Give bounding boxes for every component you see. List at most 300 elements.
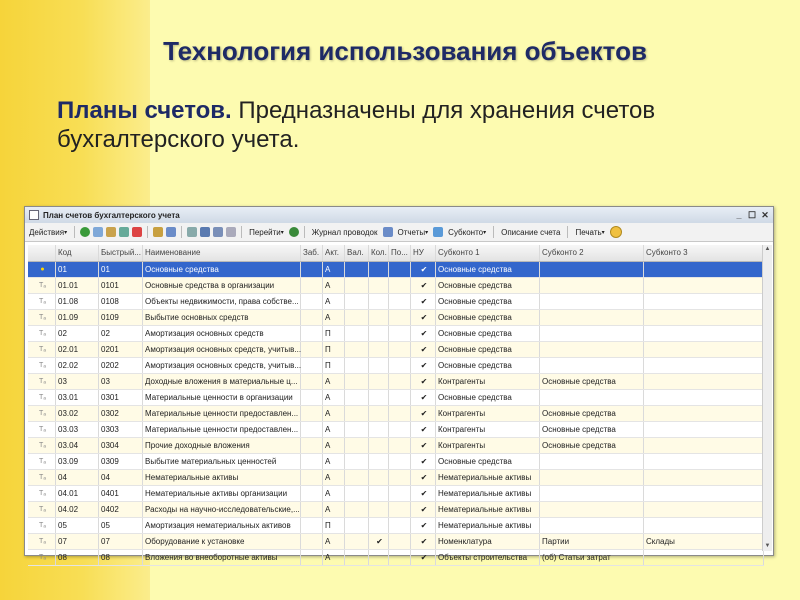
subconto2-cell bbox=[540, 358, 644, 373]
po-cell bbox=[389, 534, 411, 549]
kol-cell bbox=[369, 502, 389, 517]
code-cell: 01 bbox=[56, 262, 99, 277]
po-cell bbox=[389, 278, 411, 293]
subconto3-cell bbox=[644, 278, 764, 293]
val-cell bbox=[345, 310, 369, 325]
subconto3-cell bbox=[644, 310, 764, 325]
quick-cell: 0402 bbox=[99, 502, 143, 517]
subconto2-cell: Основные средства bbox=[540, 438, 644, 453]
reports-icon bbox=[383, 227, 393, 237]
edit-icon[interactable] bbox=[119, 227, 129, 237]
row-icon: Tₐ bbox=[28, 470, 56, 485]
name-cell: Материальные ценности в организации bbox=[143, 390, 301, 405]
po-cell bbox=[389, 502, 411, 517]
row-icon: Tₐ bbox=[28, 294, 56, 309]
act-cell: А bbox=[323, 534, 345, 549]
quick-cell: 0303 bbox=[99, 422, 143, 437]
toolbar-separator bbox=[74, 226, 75, 238]
subconto1-cell: Контрагенты bbox=[436, 438, 540, 453]
subconto3-cell: Склады bbox=[644, 534, 764, 549]
subconto1-cell: Объекты строительства bbox=[436, 550, 540, 565]
column-header-code[interactable]: Код bbox=[56, 245, 99, 261]
val-cell bbox=[345, 342, 369, 357]
subconto1-cell: Нематериальные активы bbox=[436, 518, 540, 533]
subconto2-cell bbox=[540, 310, 644, 325]
nu-cell: ✔ bbox=[411, 534, 436, 549]
accounts-table bbox=[28, 245, 764, 566]
close-icon[interactable]: ✕ bbox=[761, 210, 769, 220]
subconto2-cell bbox=[540, 454, 644, 469]
refresh-icon[interactable] bbox=[289, 227, 299, 237]
po-cell bbox=[389, 438, 411, 453]
zab-cell bbox=[301, 438, 323, 453]
subconto1-cell: Основные средства bbox=[436, 326, 540, 341]
subconto3-cell bbox=[644, 262, 764, 277]
po-cell bbox=[389, 310, 411, 325]
row-icon: Tₐ bbox=[28, 390, 56, 405]
add-group-icon[interactable] bbox=[106, 227, 116, 237]
actions-menu[interactable]: Действия ▾ bbox=[27, 225, 69, 239]
row-icon: Tₐ bbox=[28, 358, 56, 373]
subconto3-cell bbox=[644, 454, 764, 469]
column-header-subconto1[interactable]: Субконто 1 bbox=[436, 245, 540, 261]
zab-cell bbox=[301, 406, 323, 421]
table-row[interactable] bbox=[28, 486, 764, 502]
table-row[interactable] bbox=[28, 550, 764, 566]
row-icon: Tₐ bbox=[28, 374, 56, 389]
act-cell: А bbox=[323, 262, 345, 277]
row-icon: Tₐ bbox=[28, 486, 56, 501]
quick-cell: 03 bbox=[99, 374, 143, 389]
kol-cell bbox=[369, 262, 389, 277]
zab-cell bbox=[301, 518, 323, 533]
subconto2-cell bbox=[540, 278, 644, 293]
act-cell: А bbox=[323, 486, 345, 501]
hierarchy-icon[interactable] bbox=[166, 227, 176, 237]
zab-cell bbox=[301, 550, 323, 565]
slide-subtitle bbox=[57, 96, 757, 154]
subconto2-cell: Основные средства bbox=[540, 374, 644, 389]
kol-cell bbox=[369, 294, 389, 309]
zab-cell bbox=[301, 310, 323, 325]
subconto1-cell: Контрагенты bbox=[436, 374, 540, 389]
po-cell bbox=[389, 550, 411, 565]
subconto1-cell: Основные средства bbox=[436, 454, 540, 469]
name-cell: Выбытие основных средств bbox=[143, 310, 301, 325]
zab-cell bbox=[301, 342, 323, 357]
table-row[interactable] bbox=[28, 262, 764, 278]
name-cell: Оборудование к установке bbox=[143, 534, 301, 549]
subconto1-cell: Номенклатура bbox=[436, 534, 540, 549]
column-header-name[interactable]: Наименование bbox=[143, 245, 301, 261]
column-header-quick[interactable]: Быстрый... bbox=[99, 245, 143, 261]
po-cell bbox=[389, 422, 411, 437]
act-cell: А bbox=[323, 374, 345, 389]
table-row[interactable] bbox=[28, 358, 764, 374]
kol-cell bbox=[369, 438, 389, 453]
table-row[interactable] bbox=[28, 326, 764, 342]
quick-cell: 01 bbox=[99, 262, 143, 277]
row-icon: Tₐ bbox=[28, 550, 56, 565]
kol-cell bbox=[369, 342, 389, 357]
code-cell: 03.03 bbox=[56, 422, 99, 437]
chart-of-accounts-window bbox=[24, 206, 774, 562]
subconto1-cell: Контрагенты bbox=[436, 422, 540, 437]
toolbar-separator bbox=[567, 226, 568, 238]
clear-filter-icon[interactable] bbox=[226, 227, 236, 237]
po-cell bbox=[389, 294, 411, 309]
row-icon: Tₐ bbox=[28, 422, 56, 437]
slide-title: Технология использования объектов bbox=[163, 36, 647, 66]
table-header bbox=[28, 245, 764, 262]
table-row[interactable] bbox=[28, 502, 764, 518]
subconto1-cell: Основные средства bbox=[436, 278, 540, 293]
val-cell bbox=[345, 294, 369, 309]
nu-cell: ✔ bbox=[411, 342, 436, 357]
table-row[interactable] bbox=[28, 406, 764, 422]
quick-cell: 0201 bbox=[99, 342, 143, 357]
column-header-po[interactable]: По... bbox=[389, 245, 411, 261]
table-row[interactable] bbox=[28, 310, 764, 326]
subconto1-cell: Основные средства bbox=[436, 342, 540, 357]
subconto3-cell bbox=[644, 438, 764, 453]
row-icon: Tₐ bbox=[28, 518, 56, 533]
delete-icon[interactable] bbox=[132, 227, 142, 237]
act-cell: А bbox=[323, 422, 345, 437]
kol-cell bbox=[369, 278, 389, 293]
zab-cell bbox=[301, 502, 323, 517]
act-cell: А bbox=[323, 406, 345, 421]
val-cell bbox=[345, 390, 369, 405]
kol-cell bbox=[369, 518, 389, 533]
journal-button[interactable]: Журнал проводок bbox=[311, 227, 378, 237]
code-cell: 03.09 bbox=[56, 454, 99, 469]
subconto1-cell: Контрагенты bbox=[436, 406, 540, 421]
kol-cell bbox=[369, 470, 389, 485]
po-cell bbox=[389, 486, 411, 501]
quick-cell: 0309 bbox=[99, 454, 143, 469]
column-header-icon[interactable] bbox=[28, 245, 56, 261]
column-header-subconto3[interactable]: Субконто 3 bbox=[644, 245, 764, 261]
name-cell: Нематериальные активы организации bbox=[143, 486, 301, 501]
nu-cell: ✔ bbox=[411, 454, 436, 469]
subconto2-cell bbox=[540, 342, 644, 357]
val-cell bbox=[345, 502, 369, 517]
column-header-zab[interactable]: Заб. bbox=[301, 245, 323, 261]
subconto2-cell bbox=[540, 518, 644, 533]
maximize-icon[interactable]: ☐ bbox=[747, 210, 757, 220]
act-cell: А bbox=[323, 294, 345, 309]
column-header-act[interactable]: Акт. bbox=[323, 245, 345, 261]
nu-cell: ✔ bbox=[411, 422, 436, 437]
filter-icon[interactable] bbox=[200, 227, 210, 237]
zab-cell bbox=[301, 534, 323, 549]
toolbar-separator bbox=[304, 226, 305, 238]
po-cell bbox=[389, 358, 411, 373]
column-header-subconto2[interactable]: Субконто 2 bbox=[540, 245, 644, 261]
nu-cell: ✔ bbox=[411, 278, 436, 293]
subconto2-cell bbox=[540, 502, 644, 517]
subconto3-cell bbox=[644, 470, 764, 485]
quick-cell: 0302 bbox=[99, 406, 143, 421]
code-cell: 07 bbox=[56, 534, 99, 549]
table-row[interactable] bbox=[28, 390, 764, 406]
kol-cell: ✔ bbox=[369, 534, 389, 549]
val-cell bbox=[345, 534, 369, 549]
subconto3-cell bbox=[644, 486, 764, 501]
act-cell: А bbox=[323, 390, 345, 405]
act-cell: А bbox=[323, 550, 345, 565]
help-icon[interactable] bbox=[610, 226, 622, 238]
po-cell bbox=[389, 470, 411, 485]
val-cell bbox=[345, 550, 369, 565]
subconto3-cell bbox=[644, 390, 764, 405]
nu-cell: ✔ bbox=[411, 406, 436, 421]
subconto2-cell: Основные средства bbox=[540, 406, 644, 421]
kol-cell bbox=[369, 486, 389, 501]
quick-cell: 0202 bbox=[99, 358, 143, 373]
quick-cell: 0401 bbox=[99, 486, 143, 501]
act-cell: П bbox=[323, 518, 345, 533]
name-cell: Основные средства в организации bbox=[143, 278, 301, 293]
subconto3-cell bbox=[644, 518, 764, 533]
zab-cell bbox=[301, 294, 323, 309]
subconto2-cell bbox=[540, 486, 644, 501]
row-icon: Tₐ bbox=[28, 310, 56, 325]
kol-cell bbox=[369, 406, 389, 421]
quick-cell: 0301 bbox=[99, 390, 143, 405]
subconto1-cell: Нематериальные активы bbox=[436, 486, 540, 501]
val-cell bbox=[345, 374, 369, 389]
name-cell: Выбытие материальных ценностей bbox=[143, 454, 301, 469]
quick-cell: 0304 bbox=[99, 438, 143, 453]
code-cell: 02 bbox=[56, 326, 99, 341]
code-cell: 02.02 bbox=[56, 358, 99, 373]
subconto1-cell: Нематериальные активы bbox=[436, 470, 540, 485]
code-cell: 05 bbox=[56, 518, 99, 533]
name-cell: Амортизация основных средств, учитыв... bbox=[143, 358, 301, 373]
act-cell: А bbox=[323, 310, 345, 325]
subconto3-cell bbox=[644, 502, 764, 517]
act-cell: А bbox=[323, 438, 345, 453]
vertical-scrollbar[interactable] bbox=[762, 245, 772, 551]
po-cell bbox=[389, 518, 411, 533]
kol-cell bbox=[369, 422, 389, 437]
subconto2-cell: Партии bbox=[540, 534, 644, 549]
window-icon bbox=[29, 210, 39, 220]
quick-cell: 0109 bbox=[99, 310, 143, 325]
nu-cell: ✔ bbox=[411, 262, 436, 277]
column-header-kol[interactable]: Кол. bbox=[369, 245, 389, 261]
po-cell bbox=[389, 406, 411, 421]
zab-cell bbox=[301, 422, 323, 437]
subtitle-term: Планы счетов. bbox=[57, 97, 232, 124]
subconto3-cell bbox=[644, 550, 764, 565]
table-row[interactable] bbox=[28, 454, 764, 470]
table-row[interactable] bbox=[28, 534, 764, 550]
code-cell: 03.04 bbox=[56, 438, 99, 453]
reports-menu[interactable]: Отчеты ▾ bbox=[396, 225, 431, 239]
row-icon: Tₐ bbox=[28, 438, 56, 453]
code-cell: 03.01 bbox=[56, 390, 99, 405]
subconto3-cell bbox=[644, 342, 764, 357]
window-titlebar bbox=[25, 207, 773, 223]
subconto1-cell: Основные средства bbox=[436, 310, 540, 325]
name-cell: Амортизация нематериальных активов bbox=[143, 518, 301, 533]
row-icon: ● bbox=[28, 262, 56, 277]
subconto-icon bbox=[433, 227, 443, 237]
val-cell bbox=[345, 454, 369, 469]
po-cell bbox=[389, 454, 411, 469]
code-cell: 01.09 bbox=[56, 310, 99, 325]
scroll-up-icon[interactable]: ▲ bbox=[764, 246, 771, 252]
table-row[interactable] bbox=[28, 438, 764, 454]
act-cell: П bbox=[323, 342, 345, 357]
code-cell: 04.02 bbox=[56, 502, 99, 517]
zab-cell bbox=[301, 390, 323, 405]
subconto1-cell: Нематериальные активы bbox=[436, 502, 540, 517]
filter-value-icon[interactable] bbox=[213, 227, 223, 237]
val-cell bbox=[345, 358, 369, 373]
code-cell: 08 bbox=[56, 550, 99, 565]
table-row[interactable] bbox=[28, 278, 764, 294]
act-cell: А bbox=[323, 454, 345, 469]
name-cell: Доходные вложения в материальные ц... bbox=[143, 374, 301, 389]
nu-cell: ✔ bbox=[411, 294, 436, 309]
act-cell: А bbox=[323, 470, 345, 485]
name-cell: Основные средства bbox=[143, 262, 301, 277]
print-menu[interactable]: Печать ▾ bbox=[573, 225, 606, 239]
table-row[interactable] bbox=[28, 470, 764, 486]
row-icon: Tₐ bbox=[28, 534, 56, 549]
subconto1-cell: Основные средства bbox=[436, 294, 540, 309]
subconto3-cell bbox=[644, 422, 764, 437]
name-cell: Объекты недвижимости, права собстве... bbox=[143, 294, 301, 309]
nu-cell: ✔ bbox=[411, 326, 436, 341]
po-cell bbox=[389, 390, 411, 405]
subtitle-text: Предназначены для хранения счетов бухгалтерского учета. bbox=[57, 97, 656, 153]
nu-cell: ✔ bbox=[411, 518, 436, 533]
po-cell bbox=[389, 342, 411, 357]
table-row[interactable] bbox=[28, 342, 764, 358]
code-cell: 01.01 bbox=[56, 278, 99, 293]
kol-cell bbox=[369, 326, 389, 341]
val-cell bbox=[345, 438, 369, 453]
subconto2-cell: (об) Статьи затрат bbox=[540, 550, 644, 565]
subconto2-cell: Основные средства bbox=[540, 422, 644, 437]
val-cell bbox=[345, 518, 369, 533]
act-cell: П bbox=[323, 326, 345, 341]
quick-cell: 04 bbox=[99, 470, 143, 485]
quick-cell: 0108 bbox=[99, 294, 143, 309]
po-cell bbox=[389, 374, 411, 389]
scroll-down-icon[interactable]: ▼ bbox=[764, 543, 771, 549]
table-body bbox=[28, 262, 764, 566]
val-cell bbox=[345, 470, 369, 485]
zab-cell bbox=[301, 326, 323, 341]
subconto1-cell: Основные средства bbox=[436, 358, 540, 373]
row-icon: Tₐ bbox=[28, 502, 56, 517]
list-settings-icon[interactable] bbox=[187, 227, 197, 237]
val-cell bbox=[345, 326, 369, 341]
table-row[interactable] bbox=[28, 422, 764, 438]
name-cell: Амортизация основных средств bbox=[143, 326, 301, 341]
quick-cell: 07 bbox=[99, 534, 143, 549]
subconto3-cell bbox=[644, 294, 764, 309]
add-icon[interactable] bbox=[80, 227, 90, 237]
nu-cell: ✔ bbox=[411, 438, 436, 453]
toolbar-separator bbox=[241, 226, 242, 238]
val-cell bbox=[345, 262, 369, 277]
subconto1-cell: Основные средства bbox=[436, 262, 540, 277]
act-cell: А bbox=[323, 278, 345, 293]
val-cell bbox=[345, 278, 369, 293]
zab-cell bbox=[301, 470, 323, 485]
nu-cell: ✔ bbox=[411, 390, 436, 405]
po-cell bbox=[389, 262, 411, 277]
subconto2-cell bbox=[540, 294, 644, 309]
kol-cell bbox=[369, 454, 389, 469]
kol-cell bbox=[369, 550, 389, 565]
nu-cell: ✔ bbox=[411, 502, 436, 517]
nu-cell: ✔ bbox=[411, 358, 436, 373]
minimize-icon[interactable]: _ bbox=[736, 210, 742, 220]
toolbar-separator bbox=[493, 226, 494, 238]
nu-cell: ✔ bbox=[411, 470, 436, 485]
subconto2-cell bbox=[540, 470, 644, 485]
subconto3-cell bbox=[644, 406, 764, 421]
name-cell: Нематериальные активы bbox=[143, 470, 301, 485]
name-cell: Амортизация основных средств, учитыв... bbox=[143, 342, 301, 357]
subconto-menu[interactable]: Субконто ▾ bbox=[446, 225, 488, 239]
code-cell: 03 bbox=[56, 374, 99, 389]
table-row[interactable] bbox=[28, 294, 764, 310]
zab-cell bbox=[301, 486, 323, 501]
row-icon: Tₐ bbox=[28, 278, 56, 293]
name-cell: Расходы на научно-исследовательские,... bbox=[143, 502, 301, 517]
column-header-val[interactable]: Вал. bbox=[345, 245, 369, 261]
subconto3-cell bbox=[644, 326, 764, 341]
subconto1-cell: Основные средства bbox=[436, 390, 540, 405]
column-header-nu[interactable]: НУ bbox=[411, 245, 436, 261]
row-icon: Tₐ bbox=[28, 326, 56, 341]
code-cell: 03.02 bbox=[56, 406, 99, 421]
table-row[interactable] bbox=[28, 374, 764, 390]
nu-cell: ✔ bbox=[411, 374, 436, 389]
row-icon: Tₐ bbox=[28, 342, 56, 357]
copy-icon[interactable] bbox=[93, 227, 103, 237]
toolbar-separator bbox=[147, 226, 148, 238]
row-icon: Tₐ bbox=[28, 454, 56, 469]
code-cell: 04.01 bbox=[56, 486, 99, 501]
toolbar-separator bbox=[181, 226, 182, 238]
subconto2-cell bbox=[540, 262, 644, 277]
zab-cell bbox=[301, 358, 323, 373]
name-cell: Материальные ценности предоставлен... bbox=[143, 406, 301, 421]
nu-cell: ✔ bbox=[411, 550, 436, 565]
po-cell bbox=[389, 326, 411, 341]
subconto3-cell bbox=[644, 374, 764, 389]
name-cell: Материальные ценности предоставлен... bbox=[143, 422, 301, 437]
table-row[interactable] bbox=[28, 518, 764, 534]
window-title: План счетов бухгалтерского учета bbox=[43, 210, 180, 220]
subconto2-cell bbox=[540, 390, 644, 405]
account-description-button[interactable]: Описание счета bbox=[501, 227, 561, 237]
goto-menu[interactable]: Перейти ▾ bbox=[247, 225, 286, 239]
quick-cell: 02 bbox=[99, 326, 143, 341]
move-to-group-icon[interactable] bbox=[153, 227, 163, 237]
val-cell bbox=[345, 406, 369, 421]
